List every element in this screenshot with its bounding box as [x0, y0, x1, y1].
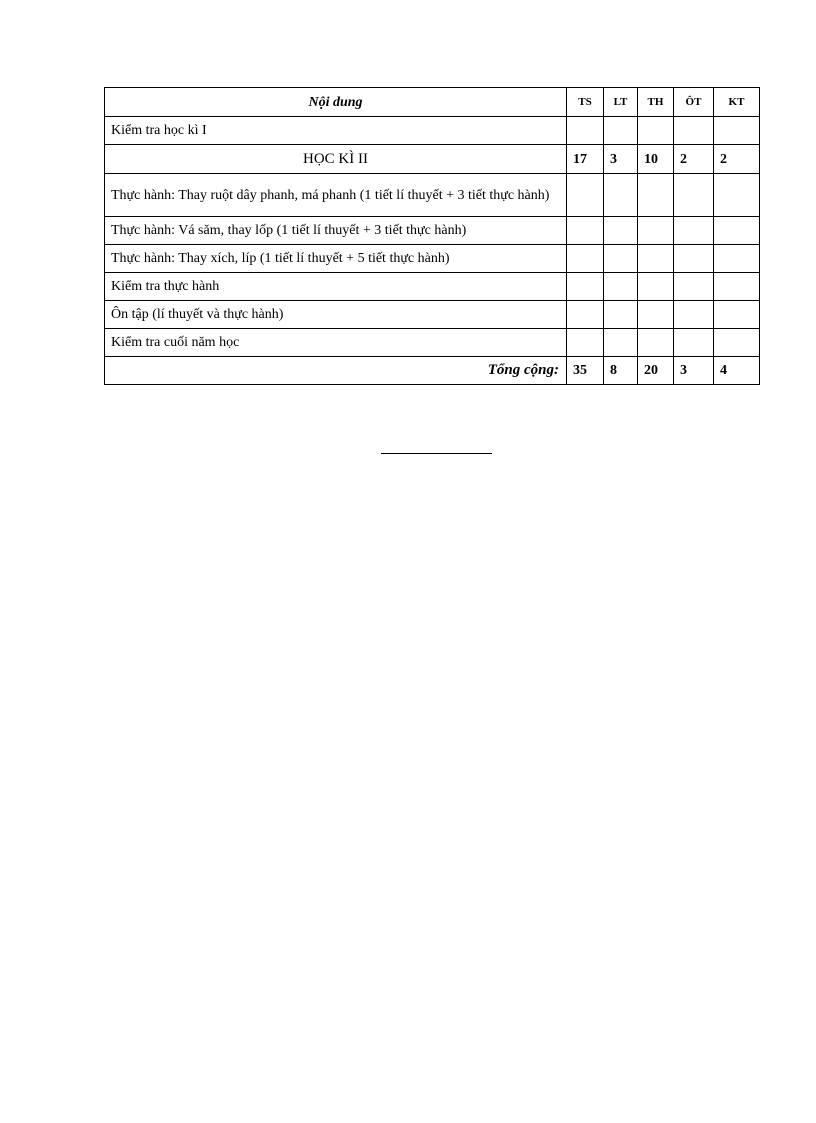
cell-kt: [714, 217, 760, 245]
row-content: Kiểm tra thực hành: [105, 273, 567, 301]
cell-ts: [567, 117, 604, 145]
total-ts: 35: [567, 357, 604, 385]
total-ot: 3: [674, 357, 714, 385]
cell-ot: [674, 301, 714, 329]
header-kt: KT: [714, 88, 760, 117]
cell-ts: [567, 329, 604, 357]
cell-kt: [714, 273, 760, 301]
table-row: [105, 301, 760, 329]
curriculum-table: [104, 87, 760, 385]
header-ot: ÔT: [674, 88, 714, 117]
cell-lt: [604, 329, 638, 357]
cell-ot: [674, 329, 714, 357]
cell-ts: 17: [567, 145, 604, 174]
cell-lt: [604, 174, 638, 217]
table-row: [105, 217, 760, 245]
table-row: [105, 174, 760, 217]
cell-kt: [714, 329, 760, 357]
cell-ot: [674, 245, 714, 273]
cell-lt: [604, 273, 638, 301]
cell-th: [638, 273, 674, 301]
total-label: Tổng cộng:: [105, 357, 567, 385]
table-row: [105, 329, 760, 357]
cell-th: [638, 245, 674, 273]
cell-th: 10: [638, 145, 674, 174]
table-row: [105, 245, 760, 273]
row-content: Ôn tập (lí thuyết và thực hành): [105, 301, 567, 329]
cell-kt: 2: [714, 145, 760, 174]
row-content: Thực hành: Thay ruột dây phanh, má phanh (1 tiết lí thuyết + 3 tiết thực hành): [105, 174, 567, 217]
table-row: [105, 117, 760, 145]
total-kt: 4: [714, 357, 760, 385]
header-th: TH: [638, 88, 674, 117]
header-ts: TS: [567, 88, 604, 117]
cell-ot: [674, 273, 714, 301]
cell-lt: [604, 117, 638, 145]
row-content: Kiểm tra học kì I: [105, 117, 567, 145]
row-content: Thực hành: Vá săm, thay lốp (1 tiết lí thuyết + 3 tiết thực hành): [105, 217, 567, 245]
cell-th: [638, 301, 674, 329]
row-content: Kiểm tra cuối năm học: [105, 329, 567, 357]
cell-ot: [674, 174, 714, 217]
cell-kt: [714, 174, 760, 217]
cell-ot: [674, 117, 714, 145]
cell-lt: 3: [604, 145, 638, 174]
cell-th: [638, 329, 674, 357]
cell-ts: [567, 273, 604, 301]
cell-lt: [604, 217, 638, 245]
cell-ot: [674, 217, 714, 245]
cell-ts: [567, 301, 604, 329]
table-header-row: [105, 88, 760, 117]
end-divider: [381, 453, 492, 454]
section-row: [105, 145, 760, 174]
cell-kt: [714, 301, 760, 329]
header-content: Nội dung: [105, 88, 567, 117]
total-th: 20: [638, 357, 674, 385]
cell-lt: [604, 301, 638, 329]
cell-ts: [567, 174, 604, 217]
header-lt: LT: [604, 88, 638, 117]
cell-lt: [604, 245, 638, 273]
cell-ts: [567, 245, 604, 273]
cell-ot: 2: [674, 145, 714, 174]
cell-th: [638, 174, 674, 217]
total-row: [105, 357, 760, 385]
total-lt: 8: [604, 357, 638, 385]
cell-kt: [714, 245, 760, 273]
table-row: [105, 273, 760, 301]
cell-th: [638, 117, 674, 145]
cell-ts: [567, 217, 604, 245]
cell-kt: [714, 117, 760, 145]
section-title: HỌC KÌ II: [105, 145, 567, 174]
row-content: Thực hành: Thay xích, líp (1 tiết lí thuyết + 5 tiết thực hành): [105, 245, 567, 273]
cell-th: [638, 217, 674, 245]
